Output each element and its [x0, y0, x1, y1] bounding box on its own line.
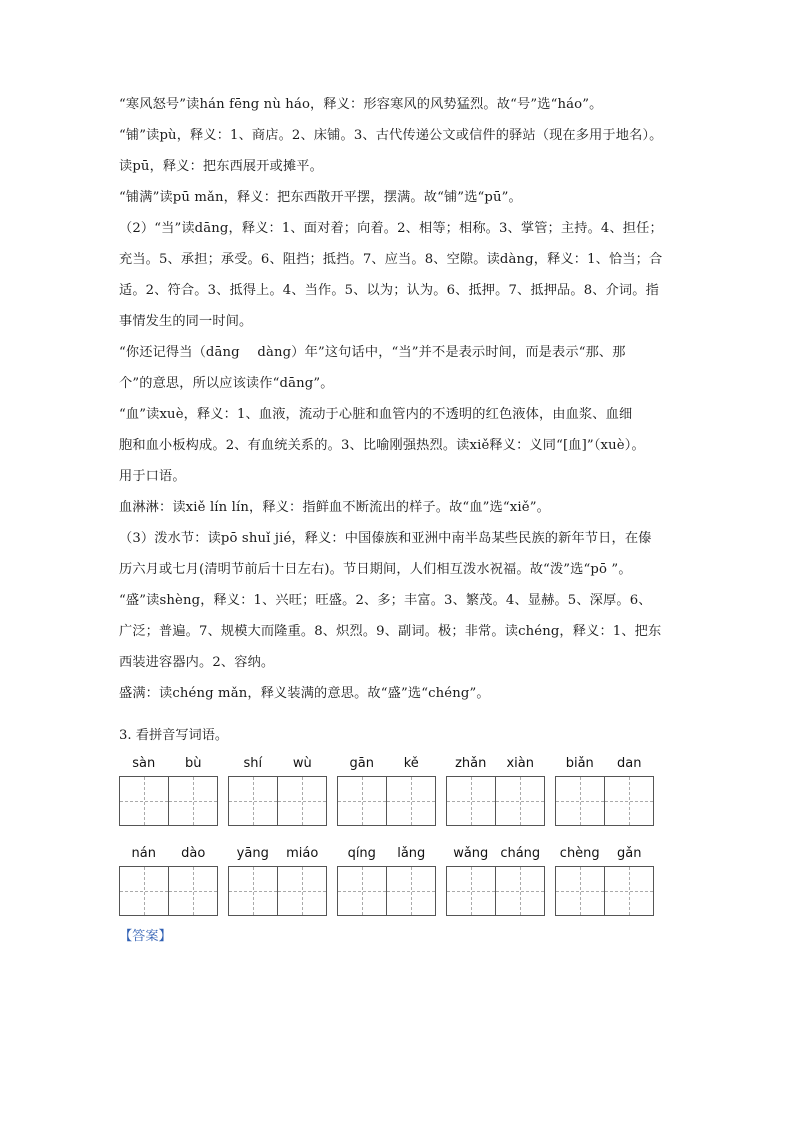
- text-line: 读pū，释义：把东西展开或摊平。: [119, 159, 323, 174]
- writing-grid[interactable]: [555, 866, 654, 916]
- pinyin-syllable: shí: [243, 756, 263, 771]
- pinyin-row-1: [119, 756, 654, 826]
- pinyin-syllable: zhǎn: [455, 756, 487, 771]
- text-line: “铺”读pù，释义：1、商店。2、床铺。3、古代传递公文或信件的驿站（现在多用于地名）。: [119, 128, 663, 143]
- pinyin-syllable: wǎng: [453, 846, 489, 861]
- writing-grid[interactable]: [337, 776, 436, 826]
- pinyin-syllable: chèng: [559, 846, 600, 861]
- section-title: 3. 看拼音写词语。: [119, 728, 229, 743]
- answer-label: 【答案】: [119, 929, 172, 944]
- text-line: “盛”读shèng，释义：1、兴旺；旺盛。2、多；丰富。3、繁茂。4、显赫。5、深厚。6、: [119, 593, 652, 608]
- text-line: “血”读xuè，释义：1、血液，流动于心脏和血管内的不透明的红色液体，由血浆、血细: [119, 407, 633, 422]
- writing-grid[interactable]: [228, 776, 327, 826]
- word-item: [555, 756, 654, 826]
- text-line: 充当。5、承担；承受。6、阻挡；抵挡。7、应当。8、空隙。读dàng，释义：1、恰当；合: [119, 252, 663, 267]
- text-line: 事情发生的同一时间。: [119, 314, 253, 329]
- word-item: [228, 756, 327, 826]
- text-line: （2）“当”读dāng，释义：1、面对着；向着。2、相等；相称。3、掌管；主持。4、担任；: [119, 221, 663, 236]
- text-line: 血淋淋：读xiě lín lín，释义：指鲜血不断流出的样子。故“血”选“xiě”。: [119, 500, 550, 515]
- word-item: [446, 756, 545, 826]
- word-item: [337, 756, 436, 826]
- pinyin-syllable: xiàn: [506, 756, 534, 771]
- text-line: （3）泼水节：读pō shuǐ jié，释义：中国傣族和亚洲中南半岛某些民族的新年节日，在傣: [119, 531, 652, 546]
- pinyin-syllable: gǎn: [617, 846, 642, 861]
- word-item: [119, 846, 218, 916]
- text-line: 历六月或七月(清明节前后十日左右)。节日期间，人们相互泼水祝福。故“泼”选“pō ”。: [119, 562, 632, 577]
- writing-grid[interactable]: [119, 776, 218, 826]
- writing-grid[interactable]: [555, 776, 654, 826]
- text-line: 西装进容器内。2、容纳。: [119, 655, 275, 670]
- pinyin-syllable: biǎn: [565, 756, 594, 771]
- pinyin-syllable: qíng: [347, 846, 376, 861]
- pinyin-syllable: sàn: [132, 756, 156, 771]
- word-item: [446, 846, 545, 916]
- text-line: 适。2、符合。3、抵得上。4、当作。5、以为；认为。6、抵押。7、抵押品。8、介词。指: [119, 283, 659, 298]
- pinyin-syllable: kě: [403, 756, 419, 771]
- writing-grid[interactable]: [446, 776, 545, 826]
- word-item: [119, 756, 218, 826]
- writing-grid[interactable]: [228, 866, 327, 916]
- writing-grid[interactable]: [119, 866, 218, 916]
- pinyin-syllable: wù: [292, 756, 312, 771]
- text-line: “铺满”读pū mǎn，释义：把东西散开平摆，摆满。故“铺”选“pū”。: [119, 190, 522, 205]
- pinyin-row-2: [119, 846, 654, 916]
- pinyin-syllable: bù: [185, 756, 202, 771]
- pinyin-syllable: yāng: [236, 846, 269, 861]
- pinyin-syllable: cháng: [500, 846, 541, 861]
- writing-grid[interactable]: [337, 866, 436, 916]
- word-item: [228, 846, 327, 916]
- text-line: “你还记得当（dāng dàng）年”这句话中，“当”并不是表示时间，而是表示“那、那: [119, 345, 626, 360]
- text-line: 盛满：读chéng mǎn，释义装满的意思。故“盛”选“chéng”。: [119, 686, 490, 701]
- word-item: [555, 846, 654, 916]
- word-item: [337, 846, 436, 916]
- text-line: 个”的意思，所以应该读作“dāng”。: [119, 376, 334, 391]
- writing-grid[interactable]: [446, 866, 545, 916]
- pinyin-syllable: miáo: [286, 846, 319, 861]
- text-line: 用于口语。: [119, 469, 186, 484]
- pinyin-syllable: dào: [181, 846, 206, 861]
- text-line: 广泛；普遍。7、规模大而隆重。8、炽烈。9、副词。极；非常。读chéng，释义：1、把东: [119, 624, 662, 639]
- pinyin-syllable: gān: [349, 756, 374, 771]
- pinyin-syllable: lǎng: [397, 846, 426, 861]
- explanation-text: [119, 96, 675, 716]
- text-line: 胞和血小板构成。2、有血统关系的。3、比喻刚强热烈。读xiě释义：义同“[血]”（xuè）。: [119, 438, 645, 453]
- text-line: “寒风怒号”读hán fēng nù háo，释义：形容寒风的风势猛烈。故“号”选“háo”。: [119, 97, 603, 112]
- pinyin-syllable: dan: [617, 756, 642, 771]
- pinyin-syllable: nán: [131, 846, 156, 861]
